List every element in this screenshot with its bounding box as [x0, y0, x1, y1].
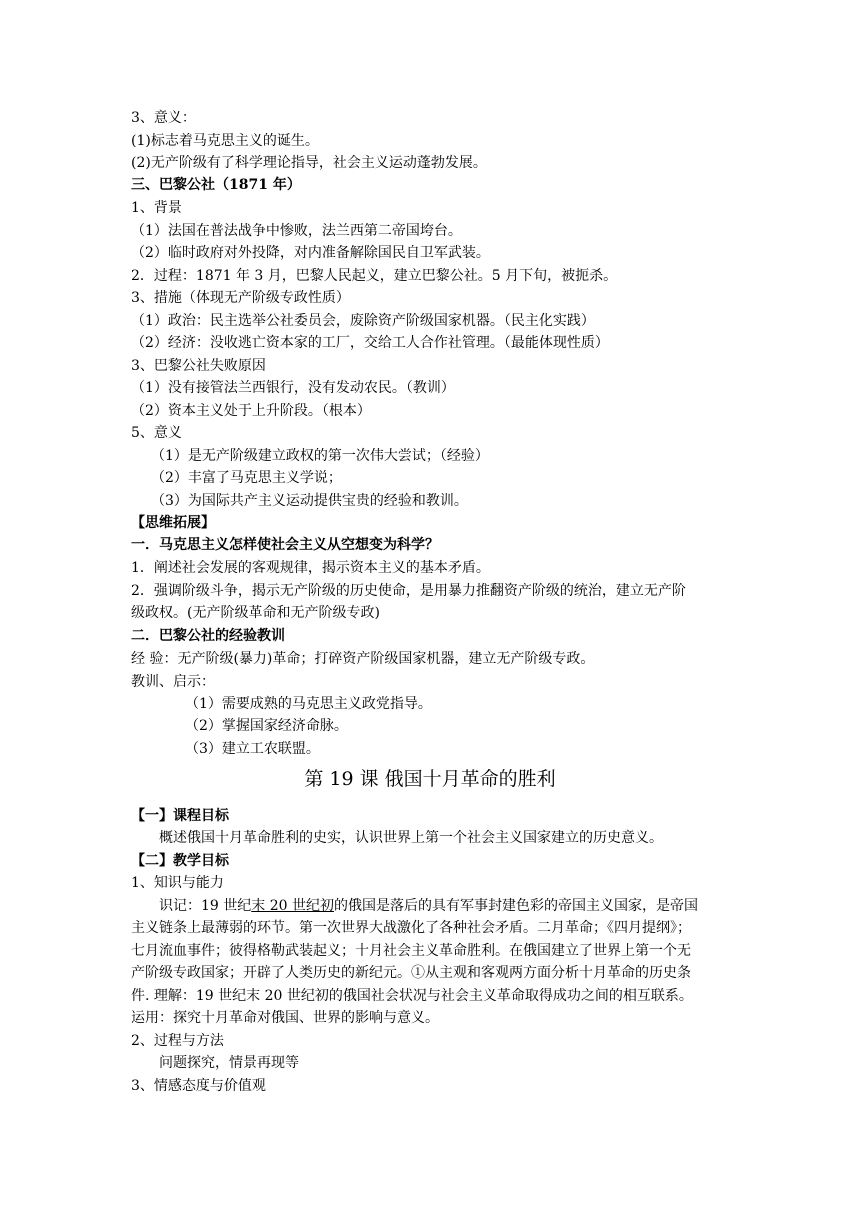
text-span: 的俄国是落后的具有军事封建色彩的帝国主义国家，是帝国 [333, 898, 698, 914]
text-line [159, 895, 698, 917]
text-line: 教训、启示： [131, 674, 215, 690]
text-line: （1）政治：民主选举公社委员会，废除资产阶级国家机器。（民主化实践） [131, 313, 595, 329]
section-heading: 一．马克思主义怎样使社会主义从空想变为科学？ [131, 537, 439, 553]
text-line: （3）为国际共产主义运动提供宝贵的经验和教训。 [151, 493, 468, 509]
text-line: 级政权。(无产阶级革命和无产阶级专政) [131, 605, 380, 621]
text-line: 七月流血事件；彼得格勒武装起义；十月社会主义革命胜利。在俄国建立了世界上第一个无 [131, 943, 691, 959]
text-line: 3、措施（体现无产阶级专政性质） [131, 290, 350, 306]
text-line: 1、知识与能力 [131, 875, 224, 891]
text-line: （1）法国在普法战争中惨败，法兰西第二帝国垮台。 [131, 223, 462, 239]
text-line: 1、背景 [131, 200, 182, 216]
text-line: 5、意义 [131, 425, 182, 441]
text-line: (1)标志着马克思主义的诞生。 [131, 133, 319, 149]
text-line: （1）没有接管法兰西银行，没有发动农民。（教训） [131, 380, 455, 396]
text-line: 产阶级专政国家；开辟了人类历史的新纪元。①从主观和客观两方面分析十月革命的历史条 [131, 965, 691, 981]
text-span: 识记：19 世纪 [159, 898, 252, 914]
text-line: 件. 理解：19 世纪末 20 世纪初的俄国社会状况与社会主义革命取得成功之间的相互联系。 [131, 988, 693, 1004]
text-line: （2）资本主义处于上升阶段。（根本） [131, 403, 371, 419]
text-line: 2．强调阶级斗争，揭示无产阶级的历史使命，是用暴力推翻资产阶级的统治，建立无产阶 [131, 583, 686, 599]
text-line: 3、意义： [131, 110, 196, 126]
section-heading: 【思维拓展】 [131, 515, 215, 531]
section-heading: 二．巴黎公社的经验教训 [131, 628, 285, 644]
section-heading: 三、巴黎公社（1871 年） [131, 177, 301, 193]
text-line: 主义链条上最薄弱的环节。第一次世界大战激化了各种社会矛盾。二月革命；《四月提纲》； [131, 920, 691, 936]
text-line: （1）是无产阶级建立政权的第一次伟大尝试；（经验） [151, 448, 489, 464]
underlined-text: 末 20 世纪初 [251, 898, 334, 914]
text-line: （1）需要成熟的马克思主义政党指导。 [185, 696, 432, 712]
lesson-title: 第 19 课 俄国十月革命的胜利 [304, 768, 556, 790]
text-line: （2）掌握国家经济命脉。 [185, 718, 348, 734]
text-line: 3、巴黎公社失败原因 [131, 358, 266, 374]
text-line: 经 验：无产阶级(暴力)革命；打碎资产阶级国家机器，建立无产阶级专政。 [131, 651, 595, 667]
text-line: 问题探究，情景再现等 [159, 1055, 299, 1071]
text-line: 运用：探究十月革命对俄国、世界的影响与意义。 [131, 1010, 439, 1026]
text-line: （2）经济：没收逃亡资本家的工厂，交给工人合作社管理。（最能体现性质） [131, 335, 609, 351]
text-line: 1．阐述社会发展的客观规律，揭示资本主义的基本矛盾。 [131, 560, 490, 576]
text-line: 3、情感态度与价值观 [131, 1078, 266, 1094]
text-line: （2）临时政府对外投降，对内准备解除国民自卫军武装。 [131, 245, 490, 261]
text-line: (2)无产阶级有了科学理论指导，社会主义运动蓬勃发展。 [131, 155, 487, 171]
section-heading: 【一】课程目标 [131, 808, 229, 824]
section-heading: 【二】教学目标 [131, 853, 229, 869]
text-line: 概述俄国十月革命胜利的史实，认识世界上第一个社会主义国家建立的历史意义。 [159, 830, 663, 846]
text-line: 2．过程：1871 年 3 月，巴黎人民起义，建立巴黎公社。5 月下旬，被扼杀。 [131, 268, 618, 284]
text-line: （3）建立工农联盟。 [185, 741, 320, 757]
text-line: （2）丰富了马克思主义学说； [151, 470, 342, 486]
text-line: 2、过程与方法 [131, 1033, 224, 1049]
